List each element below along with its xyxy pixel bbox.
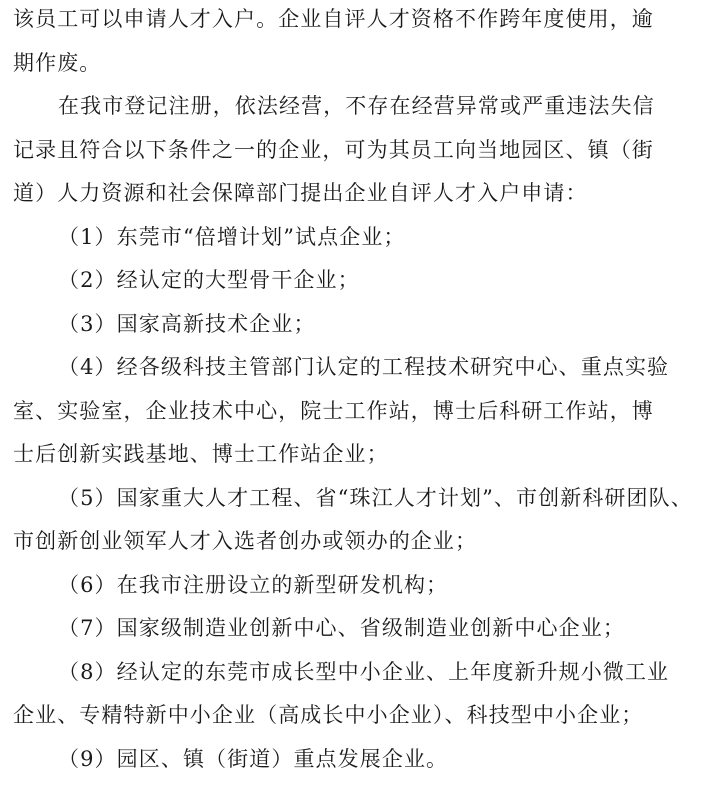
list-item-4: （4）经各级科技主管部门认定的工程技术研究中心、重点实验 xyxy=(58,355,670,379)
list-item-8-continuation: 企业、专精特新中小企业（高成长中小企业）、科技型中小企业； xyxy=(13,703,644,727)
list-item-6: （6）在我市注册设立的新型研发机构； xyxy=(58,573,449,597)
list-item-5-continuation: 市创新创业领军人才入选者创办或领办的企业； xyxy=(13,529,478,553)
list-item-4-continuation: 士后创新实践基地、博士工作站企业； xyxy=(13,442,389,466)
list-item-1: （1）东莞市“倍增计划”试点企业； xyxy=(58,225,406,249)
list-item-9: （9）园区、镇（街道）重点发展企业。 xyxy=(58,747,449,771)
list-item-4-continuation: 室、实验室，企业技术中心，院士工作站，博士后科研工作站，博 xyxy=(13,399,654,423)
list-item-2: （2）经认定的大型骨干企业； xyxy=(58,268,360,292)
list-item-8: （8）经认定的东莞市成长型中小企业、上年度新升规小微工业 xyxy=(58,660,670,684)
list-item-5: （5）国家重大人才工程、省“珠江人才计划”、市创新科研团队、 xyxy=(58,486,693,510)
list-item-7: （7）国家级制造业创新中心、省级制造业创新中心企业； xyxy=(58,616,625,640)
paragraph-first-line: 在我市登记注册，依法经营，不存在经营异常或严重违法失信 xyxy=(58,94,655,118)
text-line: 道）人力资源和社会保障部门提出企业自评人才入户申请： xyxy=(13,181,588,205)
text-line: 记录且符合以下条件之一的企业，可为其员工向当地园区、镇（街 xyxy=(13,138,654,162)
list-item-3: （3）国家高新技术企业； xyxy=(58,312,316,336)
text-line: 该员工可以申请人才入户。企业自评人才资格不作跨年度使用，逾 xyxy=(13,7,654,31)
text-line: 期作废。 xyxy=(13,51,102,75)
